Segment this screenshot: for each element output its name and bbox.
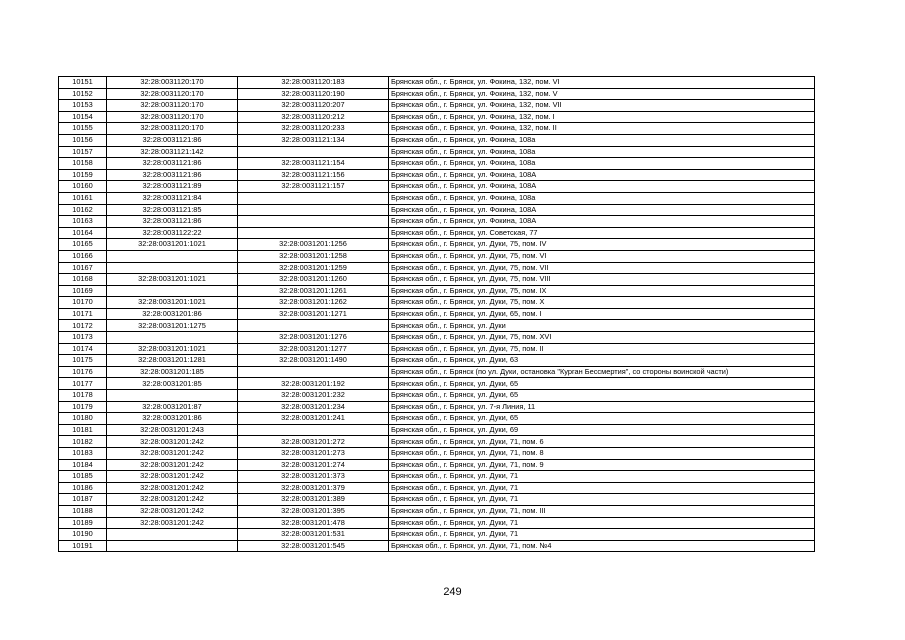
row-number-cell: 10174 xyxy=(59,343,107,355)
table-row xyxy=(59,227,815,239)
object-cadastral-number-cell: 32:28:0031121:134 xyxy=(238,134,389,146)
parcel-cadastral-number-cell: 32:28:0031201:87 xyxy=(107,401,238,413)
address-cell: Брянская обл., г. Брянск, ул. Фокина, 108а xyxy=(389,134,815,146)
parcel-cadastral-number-cell xyxy=(107,540,238,552)
row-number-cell: 10158 xyxy=(59,158,107,170)
address-cell: Брянская обл., г. Брянск, ул. Дуки, 75, пом. VIII xyxy=(389,274,815,286)
row-number-cell: 10156 xyxy=(59,134,107,146)
address-cell: Брянская обл., г. Брянск, ул. Дуки, 75, пом. VI xyxy=(389,250,815,262)
row-number-cell: 10171 xyxy=(59,308,107,320)
registry-table-body xyxy=(59,77,815,552)
address-cell: Брянская обл., г. Брянск, ул. Дуки, 75, пом. IX xyxy=(389,285,815,297)
table-row xyxy=(59,285,815,297)
address-cell: Брянская обл., г. Брянск, ул. Дуки, 71, пом. №4 xyxy=(389,540,815,552)
address-cell: Брянская обл., г. Брянск, ул. Фокина, 108А xyxy=(389,216,815,228)
object-cadastral-number-cell: 32:28:0031201:395 xyxy=(238,505,389,517)
row-number-cell: 10151 xyxy=(59,77,107,89)
table-row xyxy=(59,297,815,309)
row-number-cell: 10178 xyxy=(59,390,107,402)
object-cadastral-number-cell: 32:28:0031120:212 xyxy=(238,111,389,123)
address-cell: Брянская обл., г. Брянск, ул. Дуки, 75, пом. IV xyxy=(389,239,815,251)
property-registry-table xyxy=(58,76,815,552)
table-row xyxy=(59,482,815,494)
row-number-cell: 10170 xyxy=(59,297,107,309)
table-row xyxy=(59,308,815,320)
table-row xyxy=(59,123,815,135)
parcel-cadastral-number-cell: 32:28:0031121:86 xyxy=(107,134,238,146)
row-number-cell: 10154 xyxy=(59,111,107,123)
parcel-cadastral-number-cell: 32:28:0031201:1021 xyxy=(107,239,238,251)
parcel-cadastral-number-cell xyxy=(107,285,238,297)
object-cadastral-number-cell: 32:28:0031201:234 xyxy=(238,401,389,413)
row-number-cell: 10186 xyxy=(59,482,107,494)
row-number-cell: 10185 xyxy=(59,471,107,483)
object-cadastral-number-cell: 32:28:0031201:478 xyxy=(238,517,389,529)
address-cell: Брянская обл., г. Брянск, ул. Дуки, 71 xyxy=(389,517,815,529)
row-number-cell: 10161 xyxy=(59,192,107,204)
table-row xyxy=(59,448,815,460)
row-number-cell: 10179 xyxy=(59,401,107,413)
parcel-cadastral-number-cell: 32:28:0031201:86 xyxy=(107,308,238,320)
row-number-cell: 10163 xyxy=(59,216,107,228)
parcel-cadastral-number-cell: 32:28:0031201:85 xyxy=(107,378,238,390)
table-row xyxy=(59,192,815,204)
row-number-cell: 10160 xyxy=(59,181,107,193)
parcel-cadastral-number-cell: 32:28:0031201:242 xyxy=(107,471,238,483)
row-number-cell: 10168 xyxy=(59,274,107,286)
parcel-cadastral-number-cell: 32:28:0031201:242 xyxy=(107,436,238,448)
address-cell: Брянская обл., г. Брянск, ул. Дуки, 75, пом. XVI xyxy=(389,332,815,344)
address-cell: Брянская обл., г. Брянск, ул. Фокина, 108а xyxy=(389,146,815,158)
address-cell: Брянская обл., г. Брянск, ул. Дуки, 65 xyxy=(389,413,815,425)
address-cell: Брянская обл., г. Брянск, ул. Фокина, 132, пом. VI xyxy=(389,77,815,89)
table-row xyxy=(59,77,815,89)
object-cadastral-number-cell: 32:28:0031201:1277 xyxy=(238,343,389,355)
row-number-cell: 10173 xyxy=(59,332,107,344)
object-cadastral-number-cell: 32:28:0031201:389 xyxy=(238,494,389,506)
object-cadastral-number-cell: 32:28:0031201:241 xyxy=(238,413,389,425)
parcel-cadastral-number-cell: 32:28:0031201:1021 xyxy=(107,297,238,309)
parcel-cadastral-number-cell: 32:28:0031201:242 xyxy=(107,459,238,471)
table-row xyxy=(59,436,815,448)
address-cell: Брянская обл., г. Брянск, ул. Дуки, 71 xyxy=(389,482,815,494)
table-row xyxy=(59,517,815,529)
table-row xyxy=(59,459,815,471)
row-number-cell: 10167 xyxy=(59,262,107,274)
table-row xyxy=(59,204,815,216)
parcel-cadastral-number-cell: 32:28:0031201:1021 xyxy=(107,343,238,355)
table-row xyxy=(59,181,815,193)
object-cadastral-number-cell: 32:28:0031120:207 xyxy=(238,100,389,112)
parcel-cadastral-number-cell: 32:28:0031121:89 xyxy=(107,181,238,193)
object-cadastral-number-cell: 32:28:0031120:233 xyxy=(238,123,389,135)
row-number-cell: 10188 xyxy=(59,505,107,517)
parcel-cadastral-number-cell xyxy=(107,262,238,274)
table-row xyxy=(59,250,815,262)
parcel-cadastral-number-cell: 32:28:0031201:242 xyxy=(107,505,238,517)
parcel-cadastral-number-cell: 32:28:0031120:170 xyxy=(107,123,238,135)
table-row xyxy=(59,169,815,181)
address-cell: Брянская обл., г. Брянск, ул. Дуки, 71 xyxy=(389,529,815,541)
row-number-cell: 10182 xyxy=(59,436,107,448)
row-number-cell: 10169 xyxy=(59,285,107,297)
parcel-cadastral-number-cell: 32:28:0031201:242 xyxy=(107,482,238,494)
table-row xyxy=(59,134,815,146)
object-cadastral-number-cell: 32:28:0031201:273 xyxy=(238,448,389,460)
address-cell: Брянская обл., г. Брянск, ул. Дуки, 71, пом. 8 xyxy=(389,448,815,460)
row-number-cell: 10166 xyxy=(59,250,107,262)
object-cadastral-number-cell: 32:28:0031201:545 xyxy=(238,540,389,552)
table-row xyxy=(59,505,815,517)
address-cell: Брянская обл., г. Брянск, ул. Фокина, 132, пом. V xyxy=(389,88,815,100)
parcel-cadastral-number-cell: 32:28:0031201:242 xyxy=(107,517,238,529)
address-cell: Брянская обл., г. Брянск, ул. Фокина, 108а xyxy=(389,158,815,170)
table-row xyxy=(59,471,815,483)
object-cadastral-number-cell xyxy=(238,424,389,436)
table-row xyxy=(59,413,815,425)
parcel-cadastral-number-cell: 32:28:0031122:22 xyxy=(107,227,238,239)
address-cell: Брянская обл., г. Брянск, ул. Дуки, 71, пом. 6 xyxy=(389,436,815,448)
object-cadastral-number-cell: 32:28:0031201:531 xyxy=(238,529,389,541)
object-cadastral-number-cell: 32:28:0031201:1260 xyxy=(238,274,389,286)
object-cadastral-number-cell: 32:28:0031201:1276 xyxy=(238,332,389,344)
table-row xyxy=(59,378,815,390)
table-row xyxy=(59,424,815,436)
parcel-cadastral-number-cell: 32:28:0031201:86 xyxy=(107,413,238,425)
object-cadastral-number-cell: 32:28:0031121:157 xyxy=(238,181,389,193)
object-cadastral-number-cell: 32:28:0031201:1271 xyxy=(238,308,389,320)
object-cadastral-number-cell: 32:28:0031201:1490 xyxy=(238,355,389,367)
table-row xyxy=(59,158,815,170)
address-cell: Брянская обл., г. Брянск, ул. Фокина, 108А xyxy=(389,204,815,216)
object-cadastral-number-cell: 32:28:0031201:1258 xyxy=(238,250,389,262)
row-number-cell: 10189 xyxy=(59,517,107,529)
row-number-cell: 10183 xyxy=(59,448,107,460)
table-row xyxy=(59,529,815,541)
parcel-cadastral-number-cell: 32:28:0031121:86 xyxy=(107,169,238,181)
row-number-cell: 10184 xyxy=(59,459,107,471)
parcel-cadastral-number-cell: 32:28:0031201:242 xyxy=(107,494,238,506)
row-number-cell: 10153 xyxy=(59,100,107,112)
table-row xyxy=(59,262,815,274)
row-number-cell: 10162 xyxy=(59,204,107,216)
address-cell: Брянская обл., г. Брянск, ул. Дуки, 71, пом. 9 xyxy=(389,459,815,471)
address-cell: Брянская обл., г. Брянск, ул. Фокина, 108а xyxy=(389,192,815,204)
row-number-cell: 10159 xyxy=(59,169,107,181)
address-cell: Брянская обл., г. Брянск, ул. Фокина, 132, пом. VII xyxy=(389,100,815,112)
object-cadastral-number-cell: 32:28:0031201:373 xyxy=(238,471,389,483)
object-cadastral-number-cell xyxy=(238,227,389,239)
object-cadastral-number-cell xyxy=(238,320,389,332)
address-cell: Брянская обл., г. Брянск, ул. Дуки, 71 xyxy=(389,471,815,483)
parcel-cadastral-number-cell: 32:28:0031120:170 xyxy=(107,100,238,112)
parcel-cadastral-number-cell: 32:28:0031201:243 xyxy=(107,424,238,436)
parcel-cadastral-number-cell xyxy=(107,250,238,262)
table-row xyxy=(59,274,815,286)
row-number-cell: 10165 xyxy=(59,239,107,251)
row-number-cell: 10180 xyxy=(59,413,107,425)
object-cadastral-number-cell: 32:28:0031201:1262 xyxy=(238,297,389,309)
parcel-cadastral-number-cell: 32:28:0031120:170 xyxy=(107,88,238,100)
address-cell: Брянская обл., г. Брянск, ул. Дуки xyxy=(389,320,815,332)
row-number-cell: 10190 xyxy=(59,529,107,541)
address-cell: Брянская обл., г. Брянск (по ул. Дуки, остановка "Курган Бессмертия", со стороны воинской части) xyxy=(389,366,815,378)
table-row xyxy=(59,366,815,378)
table-row xyxy=(59,401,815,413)
parcel-cadastral-number-cell: 32:28:0031121:86 xyxy=(107,216,238,228)
table-row xyxy=(59,320,815,332)
address-cell: Брянская обл., г. Брянск, ул. Дуки, 71, пом. III xyxy=(389,505,815,517)
table-row xyxy=(59,332,815,344)
parcel-cadastral-number-cell: 32:28:0031120:170 xyxy=(107,77,238,89)
parcel-cadastral-number-cell: 32:28:0031201:1021 xyxy=(107,274,238,286)
object-cadastral-number-cell: 32:28:0031201:1259 xyxy=(238,262,389,274)
row-number-cell: 10181 xyxy=(59,424,107,436)
object-cadastral-number-cell: 32:28:0031201:272 xyxy=(238,436,389,448)
parcel-cadastral-number-cell: 32:28:0031201:242 xyxy=(107,448,238,460)
address-cell: Брянская обл., г. Брянск, ул. Фокина, 108А xyxy=(389,181,815,193)
object-cadastral-number-cell xyxy=(238,366,389,378)
table-row xyxy=(59,239,815,251)
address-cell: Брянская обл., г. Брянск, ул. Дуки, 63 xyxy=(389,355,815,367)
row-number-cell: 10155 xyxy=(59,123,107,135)
parcel-cadastral-number-cell: 32:28:0031121:142 xyxy=(107,146,238,158)
row-number-cell: 10175 xyxy=(59,355,107,367)
address-cell: Брянская обл., г. Брянск, ул. Фокина, 132, пом. I xyxy=(389,111,815,123)
table-row xyxy=(59,100,815,112)
address-cell: Брянская обл., г. Брянск, ул. Дуки, 75, пом. X xyxy=(389,297,815,309)
parcel-cadastral-number-cell xyxy=(107,390,238,402)
address-cell: Брянская обл., г. Брянск, ул. Дуки, 71 xyxy=(389,494,815,506)
object-cadastral-number-cell xyxy=(238,146,389,158)
table-row xyxy=(59,111,815,123)
table-row xyxy=(59,343,815,355)
parcel-cadastral-number-cell xyxy=(107,332,238,344)
parcel-cadastral-number-cell: 32:28:0031121:86 xyxy=(107,158,238,170)
row-number-cell: 10172 xyxy=(59,320,107,332)
address-cell: Брянская обл., г. Брянск, ул. 7-я Линия, 11 xyxy=(389,401,815,413)
parcel-cadastral-number-cell: 32:28:0031201:1281 xyxy=(107,355,238,367)
address-cell: Брянская обл., г. Брянск, ул. Дуки, 75, пом. VII xyxy=(389,262,815,274)
address-cell: Брянская обл., г. Брянск, ул. Дуки, 65, пом. I xyxy=(389,308,815,320)
parcel-cadastral-number-cell: 32:28:0031201:185 xyxy=(107,366,238,378)
parcel-cadastral-number-cell: 32:28:0031121:85 xyxy=(107,204,238,216)
page-number: 249 xyxy=(443,586,462,598)
address-cell: Брянская обл., г. Брянск, ул. Дуки, 69 xyxy=(389,424,815,436)
table-row xyxy=(59,146,815,158)
table-row xyxy=(59,540,815,552)
object-cadastral-number-cell: 32:28:0031201:1261 xyxy=(238,285,389,297)
object-cadastral-number-cell xyxy=(238,204,389,216)
table-row xyxy=(59,390,815,402)
parcel-cadastral-number-cell xyxy=(107,529,238,541)
row-number-cell: 10177 xyxy=(59,378,107,390)
row-number-cell: 10152 xyxy=(59,88,107,100)
object-cadastral-number-cell: 32:28:0031120:183 xyxy=(238,77,389,89)
object-cadastral-number-cell: 32:28:0031201:379 xyxy=(238,482,389,494)
row-number-cell: 10176 xyxy=(59,366,107,378)
object-cadastral-number-cell: 32:28:0031201:232 xyxy=(238,390,389,402)
table-row xyxy=(59,216,815,228)
object-cadastral-number-cell: 32:28:0031201:192 xyxy=(238,378,389,390)
row-number-cell: 10157 xyxy=(59,146,107,158)
row-number-cell: 10191 xyxy=(59,540,107,552)
object-cadastral-number-cell: 32:28:0031201:1256 xyxy=(238,239,389,251)
object-cadastral-number-cell: 32:28:0031121:156 xyxy=(238,169,389,181)
object-cadastral-number-cell: 32:28:0031201:274 xyxy=(238,459,389,471)
table-row xyxy=(59,88,815,100)
address-cell: Брянская обл., г. Брянск, ул. Фокина, 132, пом. II xyxy=(389,123,815,135)
address-cell: Брянская обл., г. Брянск, ул. Дуки, 65 xyxy=(389,378,815,390)
address-cell: Брянская обл., г. Брянск, ул. Советская, 77 xyxy=(389,227,815,239)
parcel-cadastral-number-cell: 32:28:0031201:1275 xyxy=(107,320,238,332)
object-cadastral-number-cell: 32:28:0031121:154 xyxy=(238,158,389,170)
object-cadastral-number-cell xyxy=(238,192,389,204)
address-cell: Брянская обл., г. Брянск, ул. Дуки, 65 xyxy=(389,390,815,402)
table-row xyxy=(59,494,815,506)
address-cell: Брянская обл., г. Брянск, ул. Дуки, 75, пом. II xyxy=(389,343,815,355)
object-cadastral-number-cell: 32:28:0031120:190 xyxy=(238,88,389,100)
row-number-cell: 10164 xyxy=(59,227,107,239)
parcel-cadastral-number-cell: 32:28:0031120:170 xyxy=(107,111,238,123)
table-row xyxy=(59,355,815,367)
address-cell: Брянская обл., г. Брянск, ул. Фокина, 108А xyxy=(389,169,815,181)
object-cadastral-number-cell xyxy=(238,216,389,228)
row-number-cell: 10187 xyxy=(59,494,107,506)
parcel-cadastral-number-cell: 32:28:0031121:84 xyxy=(107,192,238,204)
